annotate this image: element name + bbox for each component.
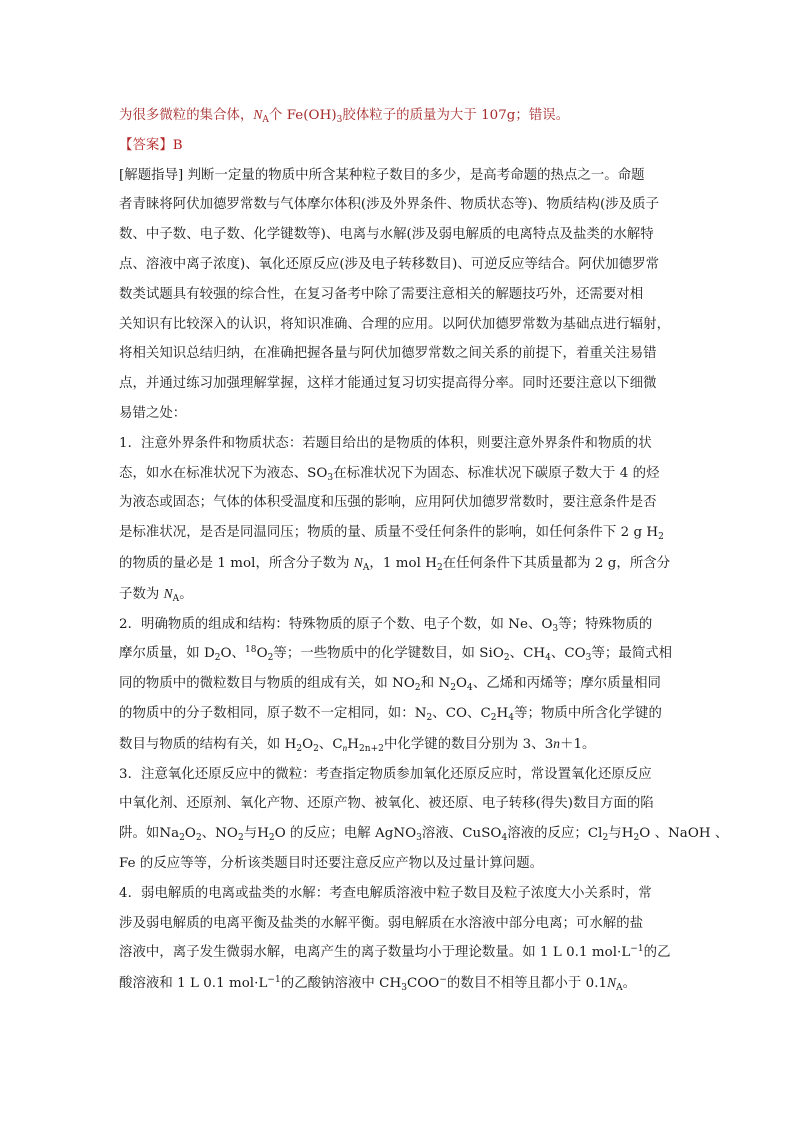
text-run: 等；最简式相 (591, 646, 673, 662)
superscript: −1 (267, 975, 281, 986)
subscript: 3 (552, 623, 559, 634)
text-run: H (496, 705, 509, 721)
subscript: 4 (501, 833, 508, 844)
text-run: ＋1。 (560, 736, 596, 752)
subscript: 2 (426, 712, 433, 723)
guide-line: 点、溶液中离子浓度)、氧化还原反应(涉及电子转移数目)、可逆反应等结合。阿伏加德罗常 (119, 256, 660, 272)
guide-line: 数类试题具有较强的综合性，在复习备考中除了需要注意相关的解题技巧外，还需要对相 (119, 286, 644, 302)
text-run: O (256, 646, 268, 662)
guide-line: 关知识有比较深入的认识，将知识准确、合理的应用。以阿伏加德罗常数为基础点进行辐射， (119, 316, 671, 332)
subscript: 2n+2 (358, 743, 384, 754)
text-run: 、CO、C (432, 705, 491, 721)
point-3-line: 3．注意氧化还原反应中的微粒：考查指定物质参加氧化还原反应时，常设置氧化还原反应 (119, 766, 652, 782)
intro-line (119, 100, 679, 131)
subscript: 2 (267, 653, 274, 664)
text-run: 阱。如Na (119, 826, 180, 842)
text-run: 酸溶液和 1 L 0.1 mol·L (119, 976, 268, 992)
text-run: 的物质中的分子数相同，原子数不一定相同，如：N (119, 705, 427, 721)
text-run: 和 N (420, 676, 451, 692)
subscript: 2 (414, 683, 421, 694)
superscript: − (439, 975, 447, 986)
text-run: 等；特殊物质的 (558, 616, 653, 632)
point-4-line: 涉及弱电解质的电离平衡及盐类的水解平衡。弱电解质在水溶液中部分电离；可水解的盐 (119, 915, 644, 931)
answer-label: 【答案】 (119, 137, 173, 153)
oh-subscript: 3 (336, 115, 343, 125)
text-run: O (302, 736, 314, 752)
point-4-line: 4．弱电解质的电离或盐类的水解：考查电解质溶液中粒子数目及粒子浓度大小关系时，常 (119, 885, 652, 901)
point-4-paragraph (119, 879, 679, 999)
point-2-paragraph (119, 610, 679, 760)
text-run: 是标准状况，是否是同温同压；物质的量、质量不受任何条件的影响，如任何条件下 2 g H (119, 525, 659, 541)
subscript: 4 (545, 653, 551, 664)
text-run: 、CO (550, 646, 586, 662)
text-run: 溶液中，离子发生微弱水解，电离产生的离子数量均小于理论数量。如 1 L 0.1 mol·L (119, 945, 631, 961)
point-2-line (119, 610, 679, 640)
text-run: O (184, 826, 196, 842)
answer-value: B (172, 137, 183, 153)
text-run: 。 (179, 586, 193, 602)
text-run: O 的反应；电解 AgNO (274, 826, 417, 842)
text-run: 溶液的反应；Cl (507, 826, 603, 842)
text-run: O、 (220, 646, 245, 662)
point-1-line (119, 579, 679, 610)
subscript: 2 (602, 833, 609, 844)
text-run: 的物质的量必是 1 mol，所含分子数为 (119, 555, 354, 571)
point-3-line: Fe 的反应等等，分析该类题目时还要注意反应产物以及过量计算问题。 (119, 855, 544, 871)
point-4-line (119, 968, 679, 999)
text-run: 与H (608, 826, 634, 842)
subscript: 2 (436, 562, 443, 573)
subscript: 4 (508, 712, 515, 723)
point-4-line (119, 938, 679, 968)
intro-text-1: 为很多微粒的集合体， (119, 108, 254, 123)
guide-line: 数、中子数、电子数、化学键数等)、电离与水解(涉及弱电解质的电离特点及盐类的水解特 (119, 227, 654, 243)
subscript: 3 (585, 653, 592, 664)
subscript: 2 (658, 532, 664, 543)
superscript: −1 (630, 944, 644, 955)
subscript: 2 (490, 712, 497, 723)
text-run: 的乙 (643, 945, 671, 961)
text-run: H (347, 736, 359, 752)
text-run: 在任何条件下其质量都为 2 g，所含分 (442, 555, 671, 571)
point-3-paragraph (119, 760, 729, 879)
italic-symbol: N (607, 975, 617, 991)
italic-symbol: n (342, 742, 348, 753)
subscript: 2 (179, 833, 185, 844)
text-run: 在标准状况下为固态、标准状况下碳原子数大于 4 的烃 (333, 465, 660, 481)
text-run: 的数目不相等且都小于 0.1 (446, 976, 608, 992)
text-run: 等；物质中所含化学键的 (514, 705, 662, 721)
point-2-line (119, 699, 679, 729)
subscript: 2 (195, 833, 202, 844)
italic-symbol: N (353, 554, 363, 570)
guide-line: 者青睐将阿伏加德罗常数与气体摩尔体积(涉及外界条件、物质状态等)、物质结构(涉及质子 (119, 197, 660, 213)
text-run: 、乙烯和丙烯等；摩尔质量相同 (472, 676, 661, 692)
point-1-line: 1．注意外界条件和物质状态：若题目给出的是物质的体积，则要注意外界条件和物质的状 (119, 435, 652, 451)
point-2-line (119, 639, 679, 669)
subscript: 3 (401, 983, 407, 994)
text-run: 与H (243, 826, 269, 842)
subscript: 2 (633, 833, 640, 844)
text-run: 溶液、CuSO (421, 826, 502, 842)
guide-paragraph (119, 161, 679, 429)
text-run: 同的物质中的微粒数目与物质的组成有关，如 NO (119, 676, 415, 692)
subscript: 2 (313, 743, 319, 754)
point-1-line (119, 518, 679, 548)
subscript: A (362, 562, 370, 573)
na-symbol: N (253, 107, 263, 122)
text-run: 等；一些物质中的化学键数目，如 SiO (273, 646, 504, 662)
point-1-paragraph (119, 429, 679, 610)
guide-line: 易错之处： (119, 405, 187, 421)
text-run: 态，如水在标准状况下为液态、SO (119, 465, 328, 481)
text-run: 、CH (509, 646, 546, 662)
na-subscript: A (262, 115, 269, 125)
point-1-line (119, 459, 679, 489)
subscript: 2 (296, 743, 303, 754)
point-2-line (119, 729, 679, 760)
text-run: 中化学键的数目分别为 3、3 (383, 736, 554, 752)
guide-line: 点，并通过练习加强理解掌握，这样才能通过复习切实提高得分率。同时还要注意以下细微 (119, 376, 657, 392)
italic-symbol: N (163, 585, 173, 601)
intro-text-3: 胶体粒子的质量为大于 107g；错误。 (342, 108, 570, 123)
italic-symbol: n (553, 735, 561, 751)
text-run: ，1 mol H (369, 555, 437, 571)
subscript: A (616, 983, 623, 994)
document-page (119, 100, 729, 999)
text-run: 的乙酸钠溶液中 CH (280, 976, 402, 992)
text-run: 数目与物质的结构有关，如 H (119, 736, 297, 752)
subscript: 4 (467, 683, 473, 694)
point-3-line: 中氧化剂、还原剂、氧化产物、还原产物、被氧化、被还原、电子转移(得失)数目方面的陷 (119, 796, 654, 812)
subscript: A (172, 593, 180, 604)
point-2-line (119, 669, 679, 699)
text-run: 、C (318, 736, 343, 752)
subscript: 3 (327, 472, 334, 483)
superscript: 18 (245, 645, 257, 656)
text-run: O (456, 676, 468, 692)
text-run: COO (406, 976, 440, 992)
subscript: 2 (237, 833, 244, 844)
subscript: 2 (450, 683, 456, 694)
point-3-line (119, 819, 729, 849)
guide-line: 将相关知识总结归纳，在准确把握各量与阿伏加德罗常数之间关系的前提下，着重关注易错 (119, 346, 657, 362)
text-run: 摩尔质量，如 D (119, 646, 215, 662)
intro-text-2: 个 Fe(OH) (268, 108, 337, 123)
point-1-line: 为液态或固态；气体的体积受温度和压强的影响，应用阿伏加德罗常数时，要注意条件是否 (119, 495, 657, 511)
text-run: O 、NaOH 、 (639, 826, 729, 842)
text-run: 2．明确物质的组成和结构：特殊物质的原子个数、电子个数，如 Ne、O (119, 616, 553, 632)
subscript: 3 (416, 833, 422, 844)
point-1-line (119, 548, 679, 579)
text-run: 。 (622, 976, 637, 992)
subscript: 2 (503, 653, 510, 664)
subscript: 2 (268, 833, 275, 844)
subscript: 2 (214, 653, 221, 664)
answer-line (119, 131, 679, 161)
text-run: 子数为 (119, 586, 164, 602)
text-run: 、NO (201, 826, 238, 842)
guide-line: [解题指导] 判断一定量的物质中所含某种粒子数目的多少，是高考命题的热点之一。命题 (119, 167, 645, 183)
